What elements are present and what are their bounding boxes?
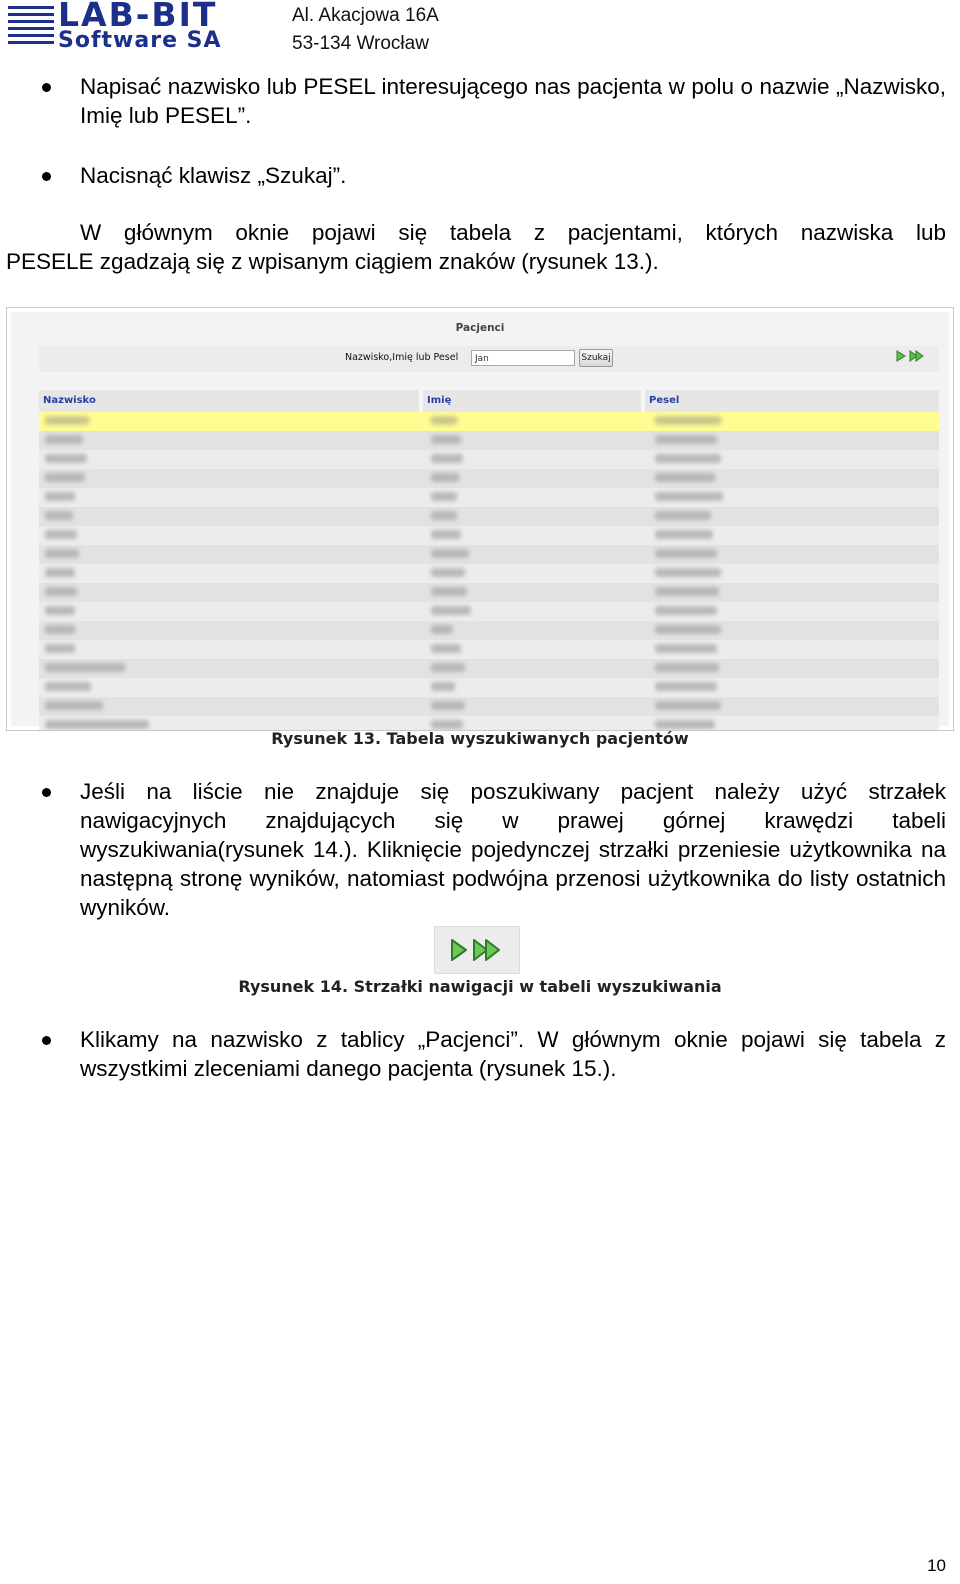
figure-14-caption: Rysunek 14. Strzałki nawigacji w tabeli wyszukiwania (238, 977, 722, 996)
logo-text-top: LAB-BIT (58, 0, 218, 34)
redacted-pesel (655, 473, 715, 482)
redacted-surname (45, 587, 77, 596)
table-row[interactable] (39, 526, 939, 545)
table-row[interactable] (39, 583, 939, 602)
redacted-surname (45, 625, 75, 634)
redacted-first-name (431, 473, 459, 482)
redacted-first-name (431, 511, 457, 520)
redacted-pesel (655, 682, 717, 691)
bullet-dot (42, 1036, 51, 1045)
redacted-surname (45, 473, 85, 482)
table-row[interactable] (39, 431, 939, 450)
redacted-pesel (655, 625, 721, 634)
redacted-surname (45, 663, 125, 672)
navigation-paragraph: Jeśli na liście nie znajduje się poszukiwany pacjent należy użyć strzałek nawigacyjnych znajdujących się w prawej górnej krawędzi tabeli wyszukiwania(rysunek 14.). Kliknięcie pojedynczej strzałki przeniesie użytkownika na następną stronę wyników, natomiast podwójna przenosi użytkownika do listy ostatnich wyników. (80, 779, 946, 920)
redacted-pesel (655, 549, 717, 558)
patients-table (39, 390, 939, 731)
redacted-first-name (431, 416, 457, 425)
page-number: 10 (927, 1556, 946, 1575)
last-page-double-arrow-icon[interactable] (909, 350, 925, 362)
patients-window-title: Pacjenci (455, 322, 505, 334)
table-row[interactable] (39, 621, 939, 640)
redacted-first-name (431, 682, 455, 691)
column-header-pesel[interactable]: Pesel (649, 395, 680, 406)
column-header-first-name[interactable]: Imię (427, 395, 452, 406)
table-header (39, 390, 939, 412)
redacted-pesel (655, 568, 721, 577)
result-paragraph-line1: W głównym oknie pojawi się tabela z pacjentami, których nazwiska lub (80, 220, 946, 245)
instruction-paragraph-2: Nacisnąć klawisz „Szukaj”. (80, 163, 347, 188)
redacted-pesel (655, 435, 717, 444)
redacted-surname (45, 454, 87, 463)
redacted-surname (45, 644, 75, 653)
redacted-surname (45, 720, 149, 729)
table-row[interactable] (39, 412, 939, 431)
table-body (39, 412, 939, 731)
redacted-pesel (655, 701, 721, 710)
redacted-surname (45, 492, 75, 501)
table-row[interactable] (39, 488, 939, 507)
table-row[interactable] (39, 640, 939, 659)
redacted-first-name (431, 701, 465, 710)
table-nav-arrows (896, 350, 925, 362)
redacted-pesel (655, 416, 721, 425)
company-logo (8, 0, 276, 53)
result-paragraph-line2: PESELE zgadzają się z wpisanym ciągiem znaków (rysunek 13.). (6, 249, 659, 274)
redacted-first-name (431, 454, 463, 463)
redacted-first-name (431, 720, 463, 729)
figure-13-caption: Rysunek 13. Tabela wyszukiwanych pacjentów (271, 729, 689, 748)
next-page-arrow-icon (449, 937, 469, 963)
orders-paragraph: Klikamy na nazwisko z tablicy „Pacjenci”. W głównym oknie pojawi się tabela z wszystkimi zleceniami danego pacjenta (rysunek 15.). (80, 1027, 946, 1081)
redacted-surname (45, 530, 77, 539)
redacted-surname (45, 568, 75, 577)
bullet-dot (42, 83, 51, 92)
instruction-paragraph-1: Napisać nazwisko lub PESEL interesującego nas pacjenta w polu o nazwie „Nazwisko, Imię lub PESEL”. (80, 74, 946, 128)
redacted-surname (45, 606, 75, 615)
bullet-dot (42, 172, 51, 181)
redacted-surname (45, 435, 83, 444)
redacted-surname (45, 511, 73, 520)
logo-text-bottom: Software SA (58, 28, 222, 53)
redacted-first-name (431, 530, 461, 539)
logo-lines-icon (8, 6, 54, 48)
patient-search-bar (39, 346, 939, 372)
redacted-first-name (431, 644, 461, 653)
redacted-first-name (431, 549, 469, 558)
redacted-pesel (655, 587, 719, 596)
redacted-first-name (431, 606, 471, 615)
redacted-pesel (655, 606, 717, 615)
navigation-arrows-figure (434, 926, 520, 974)
redacted-pesel (655, 511, 711, 520)
table-row[interactable] (39, 697, 939, 716)
redacted-first-name (431, 492, 457, 501)
table-row[interactable] (39, 659, 939, 678)
redacted-pesel (655, 663, 719, 672)
bullet-dot (42, 788, 51, 797)
address-street: Al. Akacjowa 16A (292, 5, 439, 26)
redacted-surname (45, 549, 79, 558)
table-row[interactable] (39, 564, 939, 583)
table-row[interactable] (39, 469, 939, 488)
redacted-first-name (431, 663, 465, 672)
next-page-arrow-icon[interactable] (896, 350, 906, 362)
redacted-surname (45, 416, 89, 425)
search-input[interactable]: Jan (471, 350, 575, 366)
redacted-pesel (655, 492, 723, 501)
redacted-pesel (655, 644, 717, 653)
redacted-pesel (655, 454, 721, 463)
redacted-first-name (431, 625, 453, 634)
redacted-surname (45, 701, 103, 710)
table-row[interactable] (39, 678, 939, 697)
redacted-pesel (655, 720, 715, 729)
search-label: Nazwisko,Imię lub Pesel (345, 352, 459, 363)
patients-search-screenshot (6, 307, 954, 731)
company-address (292, 2, 439, 58)
table-row[interactable] (39, 507, 939, 526)
column-header-surname[interactable]: Nazwisko (43, 395, 96, 406)
table-row[interactable] (39, 602, 939, 621)
redacted-surname (45, 682, 91, 691)
address-city: 53-134 Wrocław (292, 33, 429, 54)
redacted-pesel (655, 530, 713, 539)
redacted-first-name (431, 435, 461, 444)
table-row[interactable] (39, 545, 939, 564)
search-button[interactable]: Szukaj (579, 349, 613, 367)
table-row[interactable] (39, 450, 939, 469)
redacted-first-name (431, 568, 465, 577)
redacted-first-name (431, 587, 467, 596)
last-page-double-arrow-icon (471, 937, 505, 963)
